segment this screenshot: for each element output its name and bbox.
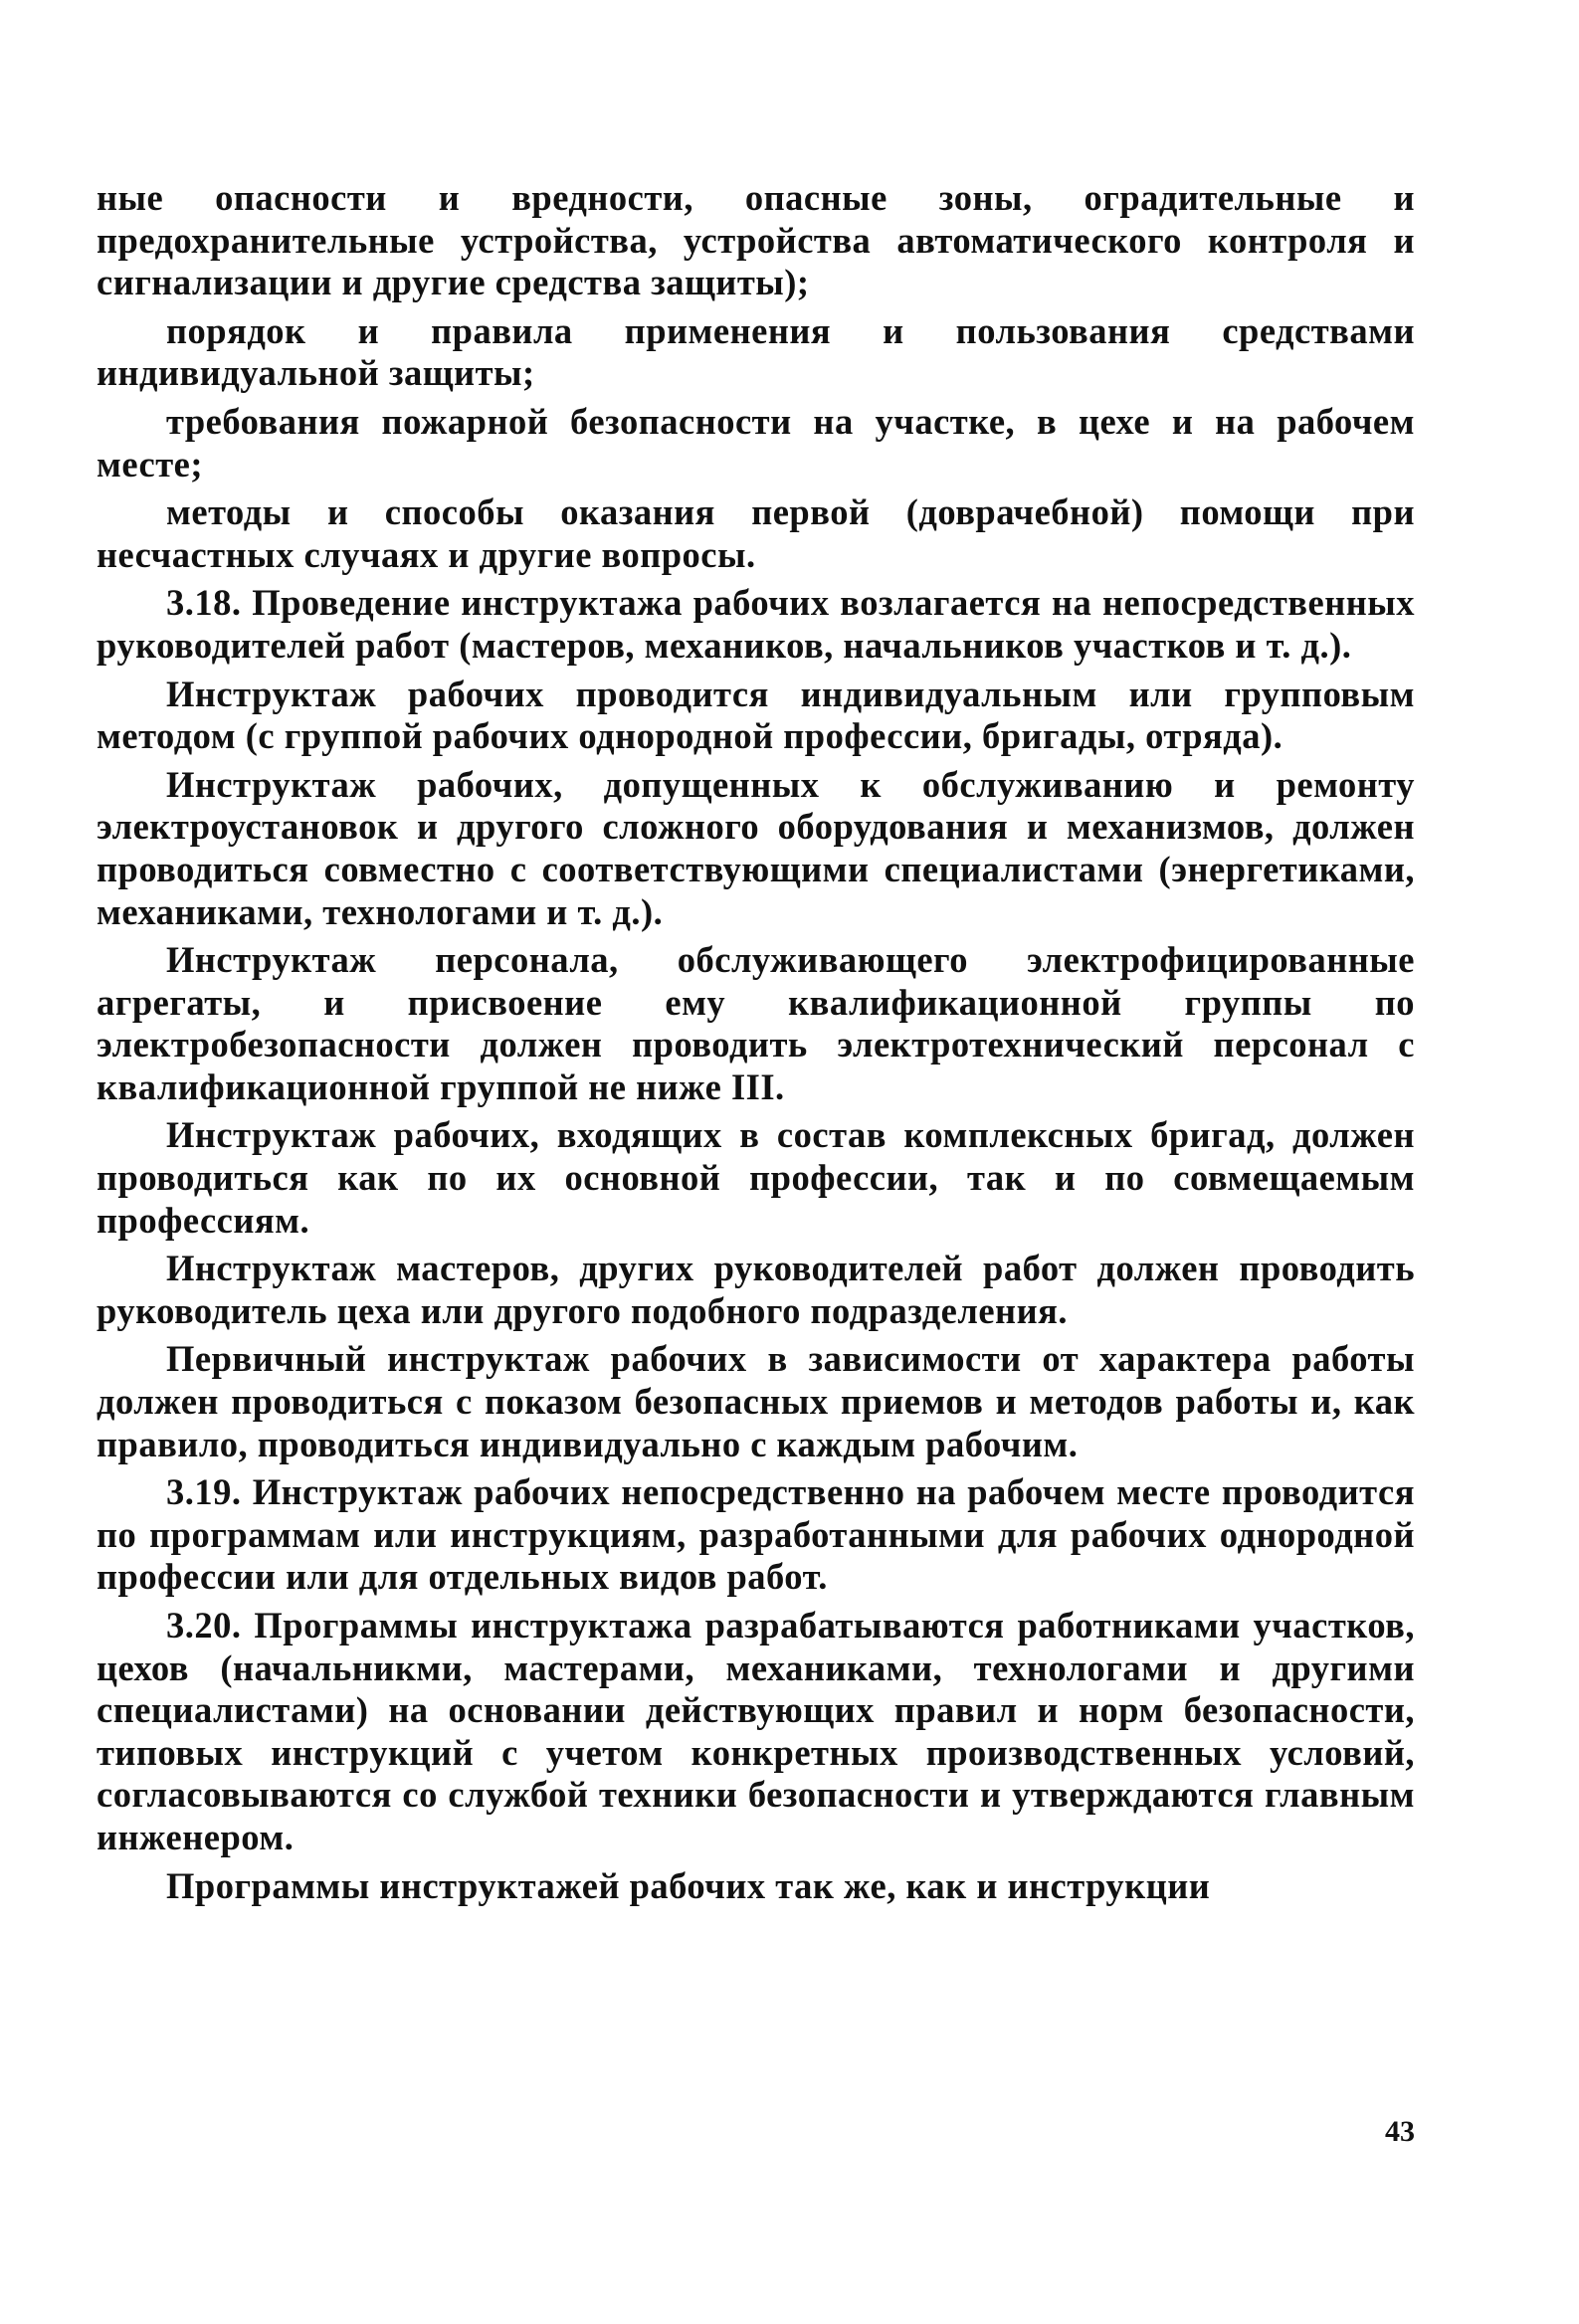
paragraph-section-3-19: 3.19. Инструктаж рабочих непосредственно на рабочем месте проводится по программам или инструкциям, разработанными для рабочих однородной профессии или для отдельных видов работ. xyxy=(97,1471,1415,1598)
paragraph-electrical-equipment: Инструктаж рабочих, допущенных к обслуживанию и ремонту электроустановок и другого сложного оборудования и механизмов, должен проводиться совместно с соответствующими специалистами (энергетиками, механиками, технологами и т. д.). xyxy=(97,763,1415,932)
paragraph-complex-brigades: Инструктаж рабочих, входящих в состав комплексных бригад, должен проводиться как по их основной профессии, так и по совмещаемым профессиям. xyxy=(97,1114,1415,1241)
paragraph-briefing-method: Инструктаж рабочих проводится индивидуальным или групповым методом (с группой рабочих однородной профессии, бригады, отряда). xyxy=(97,673,1415,757)
paragraph-programs-continued: Программы инструктажей рабочих так же, как и инструкции xyxy=(166,1864,1211,1906)
paragraph-hazards-continued: ные опасности и вредности, опасные зоны, оградительные и предохранительные устройства, устройства автоматического контроля и сигнализации и другие средства защиты); xyxy=(97,177,1415,303)
paragraph-electrical-personnel: Инструктаж персонала, обслуживающего электрофицированные агрегаты, и присвоение ему квалификационной группы по электробезопасности должен проводить электротехнический персонал с квалификационной группой не ниже III. xyxy=(97,939,1415,1107)
paragraph-primary-briefing: Первичный инструктаж рабочих в зависимости от характера работы должен проводиться с показом безопасных приемов и методов работы и, как правило, проводиться индивидуально с каждым рабочим. xyxy=(97,1338,1415,1464)
page-number: 43 xyxy=(1385,2115,1415,2148)
paragraph-first-aid: методы и способы оказания первой (доврачебной) помощи при несчастных случаях и другие вопросы. xyxy=(97,491,1415,575)
paragraph-section-3-18: 3.18. Проведение инструктажа рабочих возлагается на непосредственных руководителей работ (мастеров, механиков, начальников участков и т. д.). xyxy=(97,582,1415,666)
paragraph-section-3-20: 3.20. Программы инструктажа разрабатываются работниками участков, цехов (начальникми, мастерами, механиками, технологами и другими специалистами) на основании действующих правил и норм безопасности, типовых инструкций с учетом конкретных производственных условий, согласовываются со службой техники безопасности и утверждаются главным инженером. xyxy=(97,1605,1415,1857)
paragraph-fire-safety: требования пожарной безопасности на участке, в цехе и на рабочем месте; xyxy=(97,400,1415,484)
paragraph-masters-briefing: Инструктаж мастеров, других руководителей работ должен проводить руководитель цеха или другого подобного подразделения. xyxy=(97,1248,1415,1331)
paragraph-protective-equipment: порядок и правила применения и пользования средствами индивидуальной защиты; xyxy=(97,309,1415,394)
page-body xyxy=(97,177,1415,1913)
